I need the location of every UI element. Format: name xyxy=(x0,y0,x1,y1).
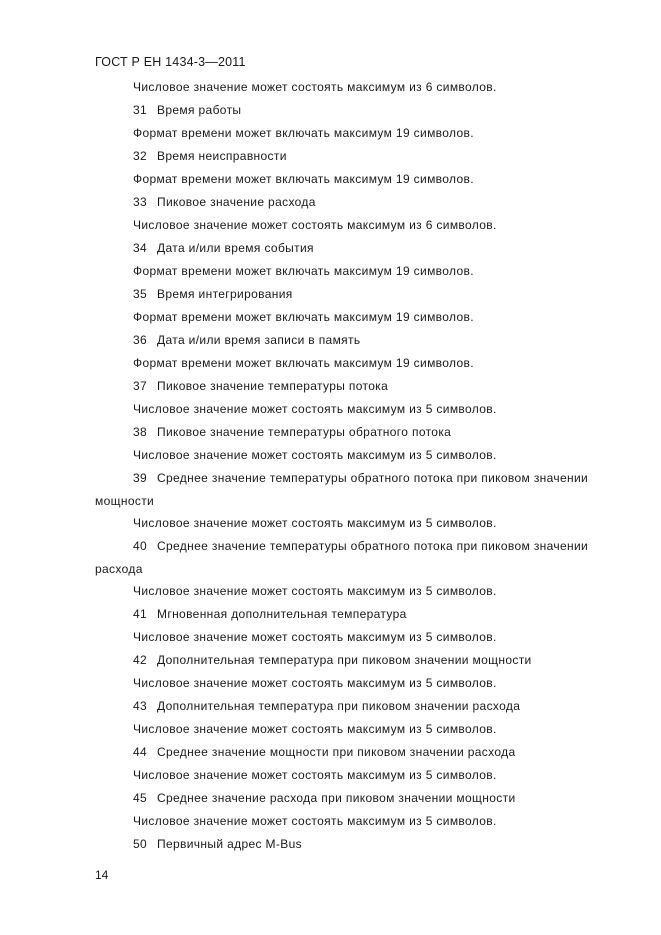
section-title: Среднее значение температуры обратного потока при пиковом значении xyxy=(157,539,589,553)
document-body xyxy=(95,79,625,859)
section-number: 39 xyxy=(133,471,148,485)
section-title: Время интегрирования xyxy=(157,287,293,301)
section-title-continuation: расхода xyxy=(95,562,143,576)
section-title: Пиковое значение расхода xyxy=(157,195,316,209)
section-heading xyxy=(95,470,625,515)
paragraph-text: Числовое значение может состоять максимум из 6 символов. xyxy=(133,80,497,94)
paragraph-text: Числовое значение может состоять максимум из 5 символов. xyxy=(133,814,497,828)
section-heading xyxy=(95,744,625,767)
section-number: 44 xyxy=(133,745,148,759)
section-heading xyxy=(95,652,625,675)
section-number: 50 xyxy=(133,837,148,851)
section-title: Дата и/или время события xyxy=(157,241,314,255)
section-number: 35 xyxy=(133,287,148,301)
paragraph-text: Числовое значение может состоять максимум из 6 символов. xyxy=(133,218,497,232)
paragraph-text: Числовое значение может состоять максимум из 5 символов. xyxy=(133,630,497,644)
section-heading xyxy=(95,332,625,355)
section-title: Мгновенная дополнительная температура xyxy=(157,607,407,621)
section-number: 36 xyxy=(133,333,148,347)
section-heading xyxy=(95,378,625,401)
paragraph-text: Числовое значение может состоять максимум из 5 символов. xyxy=(133,722,497,736)
paragraph-text: Числовое значение может состоять максимум из 5 символов. xyxy=(133,676,497,690)
section-title: Дополнительная температура при пиковом значении расхода xyxy=(157,699,521,713)
section-number: 31 xyxy=(133,103,148,117)
paragraph-text: Формат времени может включать максимум 19 символов. xyxy=(133,172,474,186)
paragraph-text: Числовое значение может состоять максимум из 5 символов. xyxy=(133,768,497,782)
section-heading xyxy=(95,606,625,629)
section-heading xyxy=(95,194,625,217)
section-heading-first-line xyxy=(95,470,625,487)
section-title: Среднее значение расхода при пиковом значении мощности xyxy=(157,791,516,805)
document-header: ГОСТ Р ЕН 1434-3—2011 xyxy=(95,55,246,69)
section-title: Дата и/или время записи в память xyxy=(157,333,361,347)
section-heading xyxy=(95,240,625,263)
paragraph-text: Формат времени может включать максимум 19 символов. xyxy=(133,264,474,278)
section-number: 32 xyxy=(133,149,148,163)
section-title: Время работы xyxy=(157,103,242,117)
section-number: 40 xyxy=(133,539,148,553)
paragraph-text: Числовое значение может состоять максимум из 5 символов. xyxy=(133,584,497,598)
paragraph-text: Формат времени может включать максимум 19 символов. xyxy=(133,356,474,370)
section-title: Среднее значение температуры обратного потока при пиковом значении xyxy=(157,471,589,485)
section-title: Дополнительная температура при пиковом значении мощности xyxy=(157,653,532,667)
section-number: 45 xyxy=(133,791,148,805)
paragraph-text: Числовое значение может состоять максимум из 5 символов. xyxy=(133,516,497,530)
section-title-continuation: мощности xyxy=(95,494,155,508)
section-heading xyxy=(95,286,625,309)
section-heading xyxy=(95,424,625,447)
section-heading xyxy=(95,102,625,125)
section-title: Пиковое значение температуры потока xyxy=(157,379,389,393)
section-heading xyxy=(95,538,625,583)
section-heading xyxy=(95,790,625,813)
section-heading-first-line xyxy=(95,538,625,555)
section-number: 43 xyxy=(133,699,148,713)
section-title: Пиковое значение температуры обратного потока xyxy=(157,425,452,439)
paragraph-text: Формат времени может включать максимум 19 символов. xyxy=(133,310,474,324)
section-number: 38 xyxy=(133,425,148,439)
section-number: 41 xyxy=(133,607,148,621)
page-number: 14 xyxy=(95,868,109,882)
section-heading xyxy=(95,148,625,171)
section-number: 34 xyxy=(133,241,148,255)
section-heading xyxy=(95,836,625,859)
section-number: 42 xyxy=(133,653,148,667)
paragraph-text: Числовое значение может состоять максимум из 5 символов. xyxy=(133,402,497,416)
section-number: 33 xyxy=(133,195,148,209)
section-title: Среднее значение мощности при пиковом значении расхода xyxy=(157,745,516,759)
section-title: Первичный адрес M-Bus xyxy=(157,837,302,851)
paragraph-text: Числовое значение может состоять максимум из 5 символов. xyxy=(133,448,497,462)
section-title: Время неисправности xyxy=(157,149,287,163)
paragraph-text: Формат времени может включать максимум 19 символов. xyxy=(133,126,474,140)
section-heading xyxy=(95,698,625,721)
section-number: 37 xyxy=(133,379,148,393)
